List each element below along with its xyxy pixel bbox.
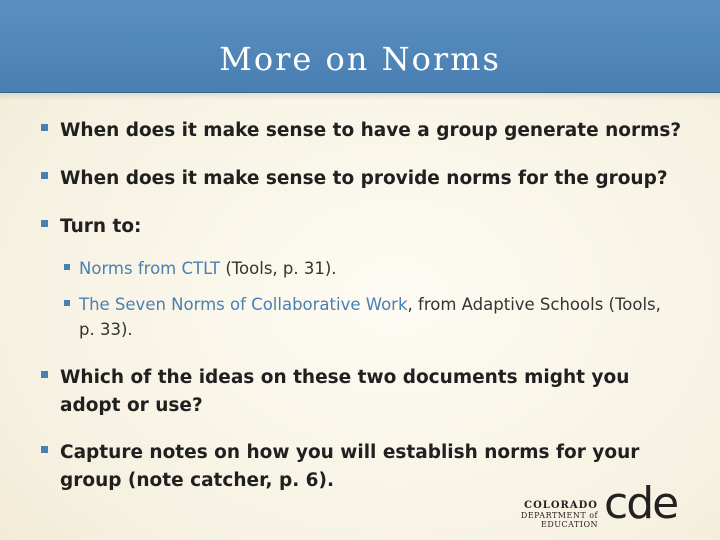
sub-bullet-1-link[interactable]: Norms from CTLT	[79, 259, 221, 278]
bullet-4	[41, 364, 681, 420]
bullet-marker	[41, 124, 48, 131]
bullet-4-text: Which of the ideas on these two documents might you adopt or use?	[60, 367, 630, 416]
bullet-marker	[41, 172, 48, 179]
sub-bullet-1	[64, 256, 664, 281]
sub-bullet-2	[64, 292, 664, 342]
title-bar-shadow	[0, 92, 720, 100]
sub-bullet-1-rest: (Tools, p. 31).	[220, 259, 337, 278]
sub-bullet-2-link[interactable]: The Seven Norms of Collaborative Work	[79, 295, 408, 314]
bullet-2-text: When does it make sense to provide norms for the group?	[60, 168, 668, 189]
bullet-marker	[41, 371, 48, 378]
bullet-3-text: Turn to:	[60, 216, 142, 237]
cde-line-1: COLORADO	[524, 500, 598, 511]
cde-wordmark	[486, 500, 598, 529]
cde-logo-icon: cde	[604, 478, 678, 529]
title-bar	[0, 0, 720, 93]
bullet-3	[41, 213, 691, 241]
bullet-5-text: Capture notes on how you will establish norms for your group (note catcher, p. 6).	[60, 442, 640, 491]
sub-bullet-marker	[64, 300, 70, 306]
sub-bullet-2-rest: , from Adaptive Schools (Tools, p. 33).	[79, 295, 661, 339]
bullet-marker	[41, 446, 48, 453]
bullet-2	[41, 165, 691, 193]
sub-bullet-marker	[64, 264, 70, 270]
bullet-5	[41, 439, 691, 495]
bullet-1	[41, 117, 691, 145]
cde-line-2: DEPARTMENT of EDUCATION	[520, 511, 598, 529]
slide-title: More on Norms	[219, 40, 501, 78]
bullet-marker	[41, 220, 48, 227]
bullet-1-text: When does it make sense to have a group generate norms?	[60, 120, 682, 141]
